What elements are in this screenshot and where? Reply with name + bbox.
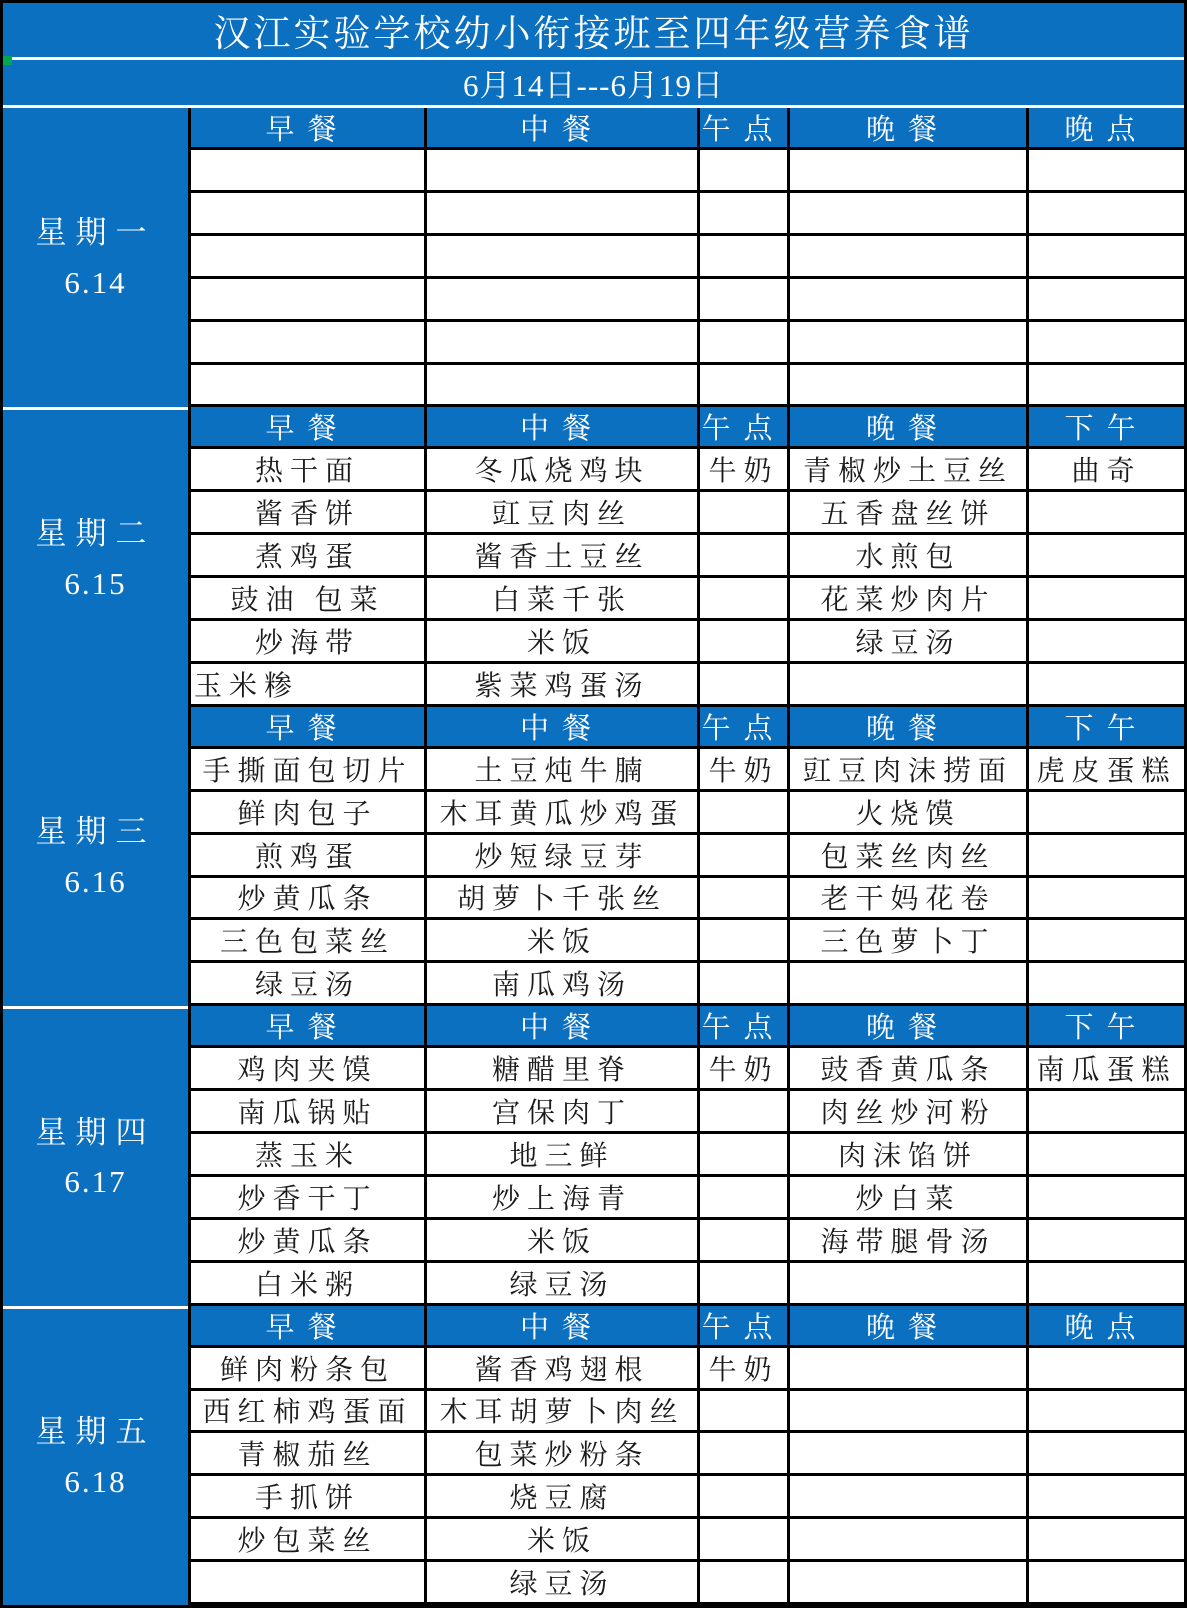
menu-cell-dinner	[787, 1519, 1026, 1562]
day-date: 6.16	[64, 863, 127, 899]
menu-cell-noon-snack	[697, 1177, 787, 1220]
menu-cell-breakfast: 炒黄瓜条	[188, 878, 424, 921]
column-header-breakfast: 早餐	[188, 1006, 424, 1048]
menu-cell-dinner: 海带腿骨汤	[787, 1220, 1026, 1263]
menu-cell-noon-snack	[697, 878, 787, 921]
day-date: 6.17	[64, 1164, 127, 1200]
menu-cell-lunch: 土豆炖牛腩	[424, 749, 697, 792]
day-date: 6.15	[64, 565, 127, 601]
menu-cell-noon-snack	[697, 1391, 787, 1434]
menu-cell-extra-snack	[1026, 1433, 1184, 1476]
menu-cell-lunch: 米饭	[424, 1220, 697, 1263]
menu-cell-noon-snack	[697, 664, 787, 707]
menu-cell-lunch: 南瓜鸡汤	[424, 963, 697, 1006]
day-label: 星期五	[35, 1414, 156, 1450]
menu-cell-extra-snack	[1026, 792, 1184, 835]
menu-cell-lunch: 冬瓜烧鸡块	[424, 449, 697, 492]
menu-cell-breakfast: 鲜肉粉条包	[188, 1348, 424, 1391]
menu-cell-extra-snack	[1026, 1263, 1184, 1306]
column-header-dinner: 晚餐	[787, 407, 1026, 449]
day-cell	[3, 108, 188, 407]
menu-cell-noon-snack	[697, 835, 787, 878]
menu-cell-dinner	[787, 236, 1026, 279]
menu-cell-dinner	[787, 1348, 1026, 1391]
menu-cell-dinner: 豉香黄瓜条	[787, 1048, 1026, 1091]
menu-cell-dinner: 炒白菜	[787, 1177, 1026, 1220]
column-header-dinner: 晚餐	[787, 1306, 1026, 1348]
menu-cell-dinner: 水煎包	[787, 535, 1026, 578]
menu-cell-extra-snack	[1026, 1220, 1184, 1263]
menu-cell-noon-snack: 牛奶	[697, 449, 787, 492]
menu-cell-lunch: 木耳胡萝卜肉丝	[424, 1391, 697, 1434]
menu-cell-noon-snack	[697, 193, 787, 236]
menu-cell-noon-snack	[697, 1519, 787, 1562]
menu-cell-noon-snack	[697, 963, 787, 1006]
column-header-dinner: 晚餐	[787, 1006, 1026, 1048]
menu-cell-breakfast	[188, 365, 424, 408]
column-header-noon-snack: 午点	[697, 707, 787, 749]
menu-cell-dinner: 花菜炒肉片	[787, 578, 1026, 621]
menu-cell-breakfast: 酱香饼	[188, 492, 424, 535]
menu-cell-noon-snack	[697, 621, 787, 664]
menu-cell-dinner	[787, 365, 1026, 408]
menu-cell-extra-snack	[1026, 365, 1184, 408]
column-header-noon-snack: 午点	[697, 1306, 787, 1348]
date-range: 6月14日---6月19日	[3, 60, 1184, 108]
menu-cell-breakfast: 手撕面包切片	[188, 749, 424, 792]
menu-cell-noon-snack	[697, 1433, 787, 1476]
menu-cell-dinner	[787, 193, 1026, 236]
column-header-lunch: 中餐	[424, 108, 697, 150]
menu-cell-lunch: 宫保肉丁	[424, 1091, 697, 1134]
menu-cell-extra-snack: 虎皮蛋糕	[1026, 749, 1184, 792]
menu-cell-dinner	[787, 1476, 1026, 1519]
column-header-extra-snack: 下午	[1026, 1006, 1184, 1048]
menu-cell-lunch: 绿豆汤	[424, 1562, 697, 1605]
menu-cell-breakfast: 豉油 包菜	[188, 578, 424, 621]
day-label: 星期三	[35, 813, 156, 849]
column-header-extra-snack: 下午	[1026, 407, 1184, 449]
menu-cell-extra-snack	[1026, 150, 1184, 193]
column-header-breakfast: 早餐	[188, 1306, 424, 1348]
menu-cell-breakfast: 青椒茄丝	[188, 1433, 424, 1476]
menu-cell-breakfast: 白米粥	[188, 1263, 424, 1306]
day-block	[3, 407, 1184, 706]
menu-cell-breakfast	[188, 1562, 424, 1605]
day-cell	[3, 707, 188, 1006]
menu-cell-breakfast	[188, 193, 424, 236]
menu-cell-dinner	[787, 1433, 1026, 1476]
menu-cell-breakfast: 蒸玉米	[188, 1134, 424, 1177]
menu-cell-lunch: 木耳黄瓜炒鸡蛋	[424, 792, 697, 835]
day-label: 星期一	[35, 215, 156, 251]
menu-cell-lunch: 酱香土豆丝	[424, 535, 697, 578]
menu-cell-extra-snack	[1026, 1476, 1184, 1519]
menu-cell-breakfast: 手抓饼	[188, 1476, 424, 1519]
menu-cell-breakfast: 炒包菜丝	[188, 1519, 424, 1562]
menu-cell-noon-snack	[697, 920, 787, 963]
menu-cell-extra-snack	[1026, 578, 1184, 621]
menu-cell-breakfast: 炒海带	[188, 621, 424, 664]
menu-cell-noon-snack: 牛奶	[697, 749, 787, 792]
menu-cell-extra-snack	[1026, 1519, 1184, 1562]
column-header-lunch: 中餐	[424, 1006, 697, 1048]
menu-cell-breakfast	[188, 236, 424, 279]
menu-cell-lunch: 糖醋里脊	[424, 1048, 697, 1091]
menu-cell-breakfast: 鲜肉包子	[188, 792, 424, 835]
column-header-extra-snack: 晚点	[1026, 108, 1184, 150]
menu-cell-noon-snack	[697, 1220, 787, 1263]
menu-cell-lunch	[424, 322, 697, 365]
menu-grid	[188, 407, 1184, 706]
menu-cell-extra-snack	[1026, 835, 1184, 878]
menu-cell-lunch	[424, 365, 697, 408]
menu-cell-noon-snack	[697, 535, 787, 578]
menu-cell-extra-snack	[1026, 664, 1184, 707]
menu-cell-extra-snack	[1026, 920, 1184, 963]
menu-cell-lunch	[424, 150, 697, 193]
menu-cell-noon-snack	[697, 236, 787, 279]
menu-cell-dinner: 五香盘丝饼	[787, 492, 1026, 535]
menu-cell-noon-snack	[697, 279, 787, 322]
menu-cell-dinner	[787, 1562, 1026, 1605]
menu-cell-dinner: 肉丝炒河粉	[787, 1091, 1026, 1134]
menu-cell-noon-snack: 牛奶	[697, 1348, 787, 1391]
column-header-breakfast: 早餐	[188, 108, 424, 150]
menu-cell-dinner	[787, 279, 1026, 322]
menu-grid	[188, 707, 1184, 1006]
menu-cell-noon-snack	[697, 578, 787, 621]
menu-cell-noon-snack	[697, 1476, 787, 1519]
day-label: 星期二	[35, 516, 156, 552]
menu-cell-lunch	[424, 193, 697, 236]
day-cell	[3, 407, 188, 706]
column-header-noon-snack: 午点	[697, 108, 787, 150]
day-date: 6.18	[64, 1463, 127, 1499]
menu-cell-dinner: 青椒炒土豆丝	[787, 449, 1026, 492]
menu-cell-breakfast: 南瓜锅贴	[188, 1091, 424, 1134]
menu-cell-noon-snack	[697, 1263, 787, 1306]
menu-cell-noon-snack	[697, 1134, 787, 1177]
menu-cell-noon-snack	[697, 150, 787, 193]
menu-cell-noon-snack	[697, 1562, 787, 1605]
menu-cell-noon-snack	[697, 322, 787, 365]
day-cell	[3, 1006, 188, 1305]
day-block	[3, 1006, 1184, 1305]
column-header-extra-snack: 晚点	[1026, 1306, 1184, 1348]
menu-cell-extra-snack	[1026, 279, 1184, 322]
menu-cell-dinner: 肉沫馅饼	[787, 1134, 1026, 1177]
menu-cell-breakfast	[188, 322, 424, 365]
menu-cell-dinner: 三色萝卜丁	[787, 920, 1026, 963]
menu-cell-dinner	[787, 150, 1026, 193]
day-blocks-container	[3, 108, 1184, 1605]
menu-cell-lunch: 包菜炒粉条	[424, 1433, 697, 1476]
menu-cell-lunch: 烧豆腐	[424, 1476, 697, 1519]
menu-cell-noon-snack	[697, 492, 787, 535]
menu-cell-lunch: 地三鲜	[424, 1134, 697, 1177]
menu-cell-dinner: 火烧馍	[787, 792, 1026, 835]
menu-cell-extra-snack	[1026, 1348, 1184, 1391]
column-header-breakfast: 早餐	[188, 707, 424, 749]
menu-cell-extra-snack	[1026, 236, 1184, 279]
menu-cell-noon-snack	[697, 792, 787, 835]
menu-cell-breakfast	[188, 150, 424, 193]
day-block	[3, 108, 1184, 407]
menu-cell-dinner	[787, 664, 1026, 707]
menu-cell-dinner	[787, 1263, 1026, 1306]
menu-cell-breakfast: 炒黄瓜条	[188, 1220, 424, 1263]
menu-cell-extra-snack	[1026, 963, 1184, 1006]
menu-cell-extra-snack	[1026, 878, 1184, 921]
column-header-noon-snack: 午点	[697, 407, 787, 449]
menu-cell-lunch: 炒短绿豆芽	[424, 835, 697, 878]
menu-cell-extra-snack	[1026, 193, 1184, 236]
menu-cell-breakfast: 鸡肉夹馍	[188, 1048, 424, 1091]
column-header-lunch: 中餐	[424, 707, 697, 749]
menu-cell-extra-snack	[1026, 621, 1184, 664]
column-header-lunch: 中餐	[424, 1306, 697, 1348]
menu-cell-dinner	[787, 1391, 1026, 1434]
menu-cell-breakfast: 热干面	[188, 449, 424, 492]
menu-cell-breakfast: 煮鸡蛋	[188, 535, 424, 578]
day-block	[3, 707, 1184, 1006]
menu-cell-breakfast: 煎鸡蛋	[188, 835, 424, 878]
menu-grid	[188, 1306, 1184, 1605]
menu-cell-extra-snack: 南瓜蛋糕	[1026, 1048, 1184, 1091]
menu-cell-dinner	[787, 322, 1026, 365]
menu-cell-lunch: 米饭	[424, 1519, 697, 1562]
menu-cell-extra-snack	[1026, 535, 1184, 578]
menu-cell-lunch: 豇豆肉丝	[424, 492, 697, 535]
column-header-noon-snack: 午点	[697, 1006, 787, 1048]
day-label: 星期四	[35, 1114, 156, 1150]
menu-cell-breakfast: 西红柿鸡蛋面	[188, 1391, 424, 1434]
menu-cell-breakfast: 炒香干丁	[188, 1177, 424, 1220]
menu-cell-lunch: 炒上海青	[424, 1177, 697, 1220]
menu-cell-lunch: 米饭	[424, 920, 697, 963]
menu-cell-lunch: 紫菜鸡蛋汤	[424, 664, 697, 707]
column-header-breakfast: 早餐	[188, 407, 424, 449]
menu-cell-dinner: 绿豆汤	[787, 621, 1026, 664]
column-header-extra-snack: 下午	[1026, 707, 1184, 749]
menu-cell-dinner: 老干妈花卷	[787, 878, 1026, 921]
menu-cell-lunch	[424, 236, 697, 279]
menu-cell-lunch: 米饭	[424, 621, 697, 664]
day-date: 6.14	[64, 264, 127, 300]
menu-cell-lunch	[424, 279, 697, 322]
menu-cell-extra-snack: 曲奇	[1026, 449, 1184, 492]
menu-cell-extra-snack	[1026, 322, 1184, 365]
menu-cell-extra-snack	[1026, 1177, 1184, 1220]
column-header-dinner: 晚餐	[787, 108, 1026, 150]
day-cell	[3, 1306, 188, 1605]
menu-cell-dinner: 豇豆肉沫捞面	[787, 749, 1026, 792]
page-title: 汉江实验学校幼小衔接班至四年级营养食谱	[3, 3, 1184, 60]
menu-cell-lunch: 绿豆汤	[424, 1263, 697, 1306]
menu-cell-breakfast: 绿豆汤	[188, 963, 424, 1006]
menu-cell-dinner: 包菜丝肉丝	[787, 835, 1026, 878]
menu-cell-breakfast: 三色包菜丝	[188, 920, 424, 963]
column-header-lunch: 中餐	[424, 407, 697, 449]
menu-cell-noon-snack	[697, 1091, 787, 1134]
menu-grid	[188, 108, 1184, 407]
column-header-dinner: 晚餐	[787, 707, 1026, 749]
menu-cell-breakfast	[188, 279, 424, 322]
menu-cell-extra-snack	[1026, 1134, 1184, 1177]
menu-cell-noon-snack: 牛奶	[697, 1048, 787, 1091]
menu-cell-extra-snack	[1026, 1562, 1184, 1605]
day-block	[3, 1306, 1184, 1605]
green-marker	[3, 56, 12, 65]
menu-cell-lunch: 酱香鸡翅根	[424, 1348, 697, 1391]
menu-cell-noon-snack	[697, 365, 787, 408]
menu-cell-extra-snack	[1026, 1091, 1184, 1134]
menu-cell-extra-snack	[1026, 492, 1184, 535]
menu-cell-lunch: 白菜千张	[424, 578, 697, 621]
menu-grid	[188, 1006, 1184, 1305]
menu-cell-breakfast: 玉米糁	[188, 664, 424, 707]
menu-cell-extra-snack	[1026, 1391, 1184, 1434]
menu-cell-lunch: 胡萝卜千张丝	[424, 878, 697, 921]
menu-cell-dinner	[787, 963, 1026, 1006]
